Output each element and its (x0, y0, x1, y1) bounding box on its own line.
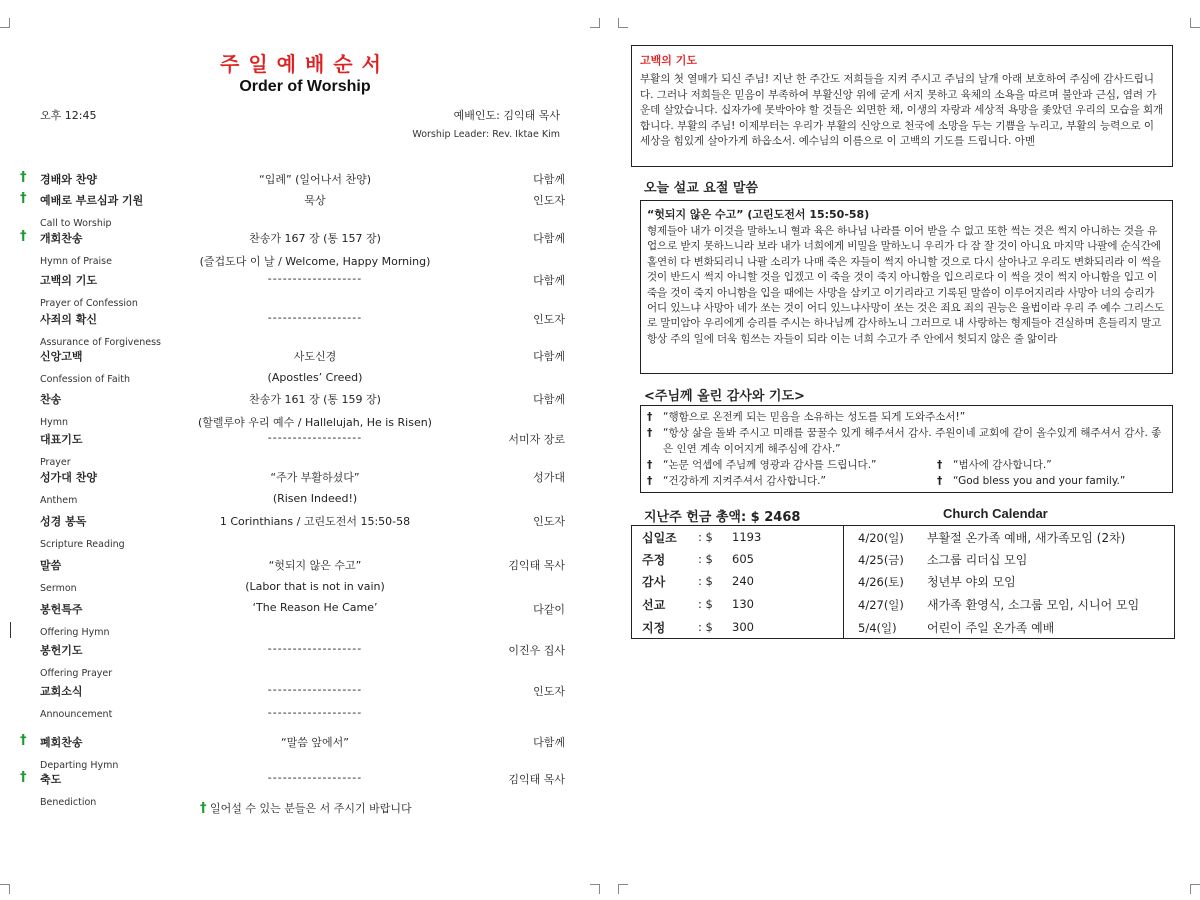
table-row (632, 549, 1174, 571)
program-item-label: 예배로 부르심과 기원 (40, 194, 144, 207)
program-item (20, 391, 565, 411)
program-item-english: Benediction (40, 797, 97, 808)
cross-icon: † (200, 801, 207, 816)
program-item-leader: 다같이 (533, 603, 565, 616)
program-item (20, 513, 565, 533)
program-item-english: Announcement (40, 709, 113, 720)
offering-amount: 130 (732, 597, 754, 611)
confession-prayer-title: 고백의 기도 (640, 54, 697, 67)
calendar-event: 부활절 온가족 예배, 새가족모임 (2차) (927, 531, 1126, 545)
church-calendar-title: Church Calendar (943, 506, 1048, 521)
offering-label: 주정 (642, 553, 666, 567)
thanks-item: † “God bless you and your family.” (937, 473, 1125, 489)
offering-amount: 240 (732, 574, 754, 588)
calendar-event: 어린이 주일 온가족 예배 (927, 621, 1055, 635)
table-row (632, 594, 1174, 616)
program-item (20, 642, 565, 662)
worship-leader-korean: 예배인도: 김익태 목사 (453, 109, 560, 122)
program-item (20, 348, 565, 368)
cross-icon: † (20, 191, 27, 206)
offering-label: 십일조 (642, 531, 677, 545)
sermon-summary-text: 형제들아 내가 이것을 말하노니 혈과 육은 하나님 나라를 이어 받을 수 없고 또한 썩는 것은 썩지 아니하는 것을 유업으로 받지 못하느니라 보라 내가 너희에게 비밀을 말하노니 우리가 다 잠 잘 것이 아니요 마지막 나팔에 순식간에 홀연히 다 변화되리니 나팔 소리가 나매 죽은 자들이 썩지 아니할 것으로 다시 살아나고 우리도 변화되리라 이 썩을 것이 반드시 썩지 아니할 것을 입겠고 이 죽을 것이 죽지 아니함을 입으리로다 이 썩을 것이 썩지 아니함을 입고 이 죽을 것이 죽지 아니함을 입을 때에는 사망을 삼키고 이기리라고 기록된 말씀이 이루어지리라 사망아 너의 승리가 어디 있느냐 사망아 네가 쏘는 것이 어디 있느냐사망이 쏘는 것은 죄요 죄의 권능은 율법이라 우리 주 예수 그리스도로 말미암아 우리에게 승리를 주시는 하나님께 감사하노니 그러므로 내 사랑하는 형제들아 견실하며 흔들리지 말고 항상 주의 일에 더욱 힘쓰는 자들이 되라 이는 너희 수고가 주 안에서 헛되지 않은 줄 앎이라 (647, 225, 1165, 345)
program-item-detail: 1 Corinthians / 고린도전서 15:50-58 (219, 515, 411, 528)
sermon-summary-heading: 오늘 설교 요절 말씀 (644, 181, 759, 196)
program-item-leader: 김익태 목사 (508, 559, 565, 572)
program-item-leader: 인도자 (533, 515, 565, 528)
worship-leader-english: Worship Leader: Rev. Iktae Kim (412, 129, 560, 140)
calendar-date: 5/4(일) (858, 621, 897, 635)
program-item-label: 개회찬송 (40, 232, 83, 245)
offering-currency: : $ (698, 552, 713, 566)
program-item-leader: 이진우 집사 (508, 644, 565, 657)
program-item-leader: 인도자 (533, 685, 565, 698)
offering-currency: : $ (698, 574, 713, 588)
program-item (20, 557, 565, 577)
program-item-label: 폐회찬송 (40, 736, 83, 749)
calendar-date: 4/25(금) (858, 553, 904, 567)
program-item-english: Call to Worship (40, 218, 112, 229)
offering-amount: 605 (732, 552, 754, 566)
crop-mark (0, 18, 10, 28)
table-row (632, 527, 1174, 549)
program-item (20, 171, 565, 191)
offering-calendar-table (631, 525, 1175, 639)
thanks-item: † “범사에 감사합니다.” (937, 457, 1052, 473)
calendar-event: 새가족 환영식, 소그룹 모임, 시니어 모임 (927, 598, 1140, 612)
calendar-event: 청년부 야외 모임 (927, 575, 1016, 589)
program-item-english: Anthem (40, 495, 78, 506)
program-item-detail-2: (할렐루야 우리 예수 / Hallelujah, He is Risen) (198, 416, 432, 429)
program-item-detail: “입례” (일어나서 찬양) (259, 173, 371, 186)
program-item-label: 신앙고백 (40, 350, 83, 363)
offering-amount: 300 (732, 620, 754, 634)
program-item-detail: “주가 부활하셨다” (270, 471, 360, 484)
page-title-english: Order of Worship (239, 78, 371, 95)
program-item-leader: 인도자 (533, 313, 565, 326)
program-item-english: Hymn (40, 417, 69, 428)
program-item-leader: 서미자 장로 (508, 433, 565, 446)
program-item-label: 봉헌특주 (40, 603, 83, 616)
standing-note (200, 800, 412, 816)
program-item-leader: 인도자 (533, 194, 565, 207)
program-item-detail: “말씀 앞에서” (280, 736, 350, 749)
program-item-english: Hymn of Praise (40, 256, 112, 267)
crop-mark (618, 884, 628, 894)
program-item-detail: ------------------- (267, 431, 363, 444)
crop-mark (0, 884, 10, 894)
offering-label: 감사 (642, 575, 666, 589)
program-item-leader: 김익태 목사 (508, 773, 565, 786)
program-item-label: 경배와 찬양 (40, 173, 97, 186)
program-item-english: Offering Prayer (40, 668, 113, 679)
program-item (20, 230, 565, 250)
table-row (632, 571, 1174, 593)
cross-icon: † (20, 733, 27, 748)
program-item (20, 601, 565, 621)
program-item-english: Assurance of Forgiveness (40, 337, 162, 348)
program-item-detail: 묵상 (304, 194, 326, 207)
program-item-english: Scripture Reading (40, 539, 125, 550)
program-item-label: 대표기도 (40, 433, 83, 446)
program-item-label: 고백의 기도 (40, 274, 97, 287)
program-item-detail: ------------------- (267, 771, 363, 784)
program-item-detail: ------------------- (267, 683, 363, 696)
program-item-leader: 다함께 (533, 393, 565, 406)
program-item-detail: ------------------- (267, 311, 363, 324)
program-item-label: 봉헌기도 (40, 644, 83, 657)
program-item-detail: “헛되지 않은 수고” (268, 559, 362, 572)
program-item-detail: ------------------- (267, 642, 363, 655)
program-item-detail-2: (Risen Indeed!) (272, 492, 358, 505)
crop-mark (1190, 18, 1200, 28)
crop-mark (618, 18, 628, 28)
program-item-label: 교회소식 (40, 685, 83, 698)
program-item-leader: 성가대 (533, 471, 565, 484)
program-item-detail-2: (즐겁도다 이 날 / Welcome, Happy Morning) (199, 255, 431, 268)
cross-icon: † (20, 229, 27, 244)
program-item (20, 734, 565, 754)
program-item (20, 311, 565, 331)
thanks-item: † “행함으로 온전케 되는 믿음을 소유하는 성도를 되게 도와주소서!” (647, 409, 1166, 425)
thanks-item: † “건강하게 지켜주셔서 감사합니다.” (647, 473, 937, 489)
offering-currency: : $ (698, 597, 713, 611)
program-item-label: 성가대 찬양 (40, 471, 97, 484)
program-item-label: 성경 봉독 (40, 515, 87, 528)
calendar-event: 소그룹 리더십 모임 (927, 553, 1028, 567)
crop-mark (1190, 884, 1200, 894)
program-item-english: Prayer of Confession (40, 298, 138, 309)
offering-amount: 1193 (732, 530, 762, 544)
sermon-summary-box (640, 200, 1173, 374)
program-item-english: Sermon (40, 583, 77, 594)
standing-note-text: 일어설 수 있는 분들은 서 주시기 바랍니다 (210, 802, 412, 815)
thanks-item: † “항상 삶을 돌봐 주시고 미래를 꿈꿀수 있게 해주셔서 감사. 주원이네 교회에 같이 올수있게 해주셔서 감사. 좋은 인연 계속 이어지게 해주심에 감사.” (647, 425, 1166, 457)
program-item-label: 사죄의 확신 (40, 313, 97, 326)
program-item (20, 192, 565, 212)
program-item-english: Departing Hymn (40, 760, 119, 771)
program-item-detail-2: ------------------- (267, 706, 363, 719)
program-item-detail: ‘The Reason He Came’ (252, 601, 378, 614)
program-item-detail-2: (Apostles’ Creed) (267, 371, 363, 384)
program-item-leader: 다함께 (533, 173, 565, 186)
cross-icon: † (20, 770, 27, 785)
offering-currency: : $ (698, 530, 713, 544)
cross-icon: † (20, 170, 27, 185)
thanks-box (640, 405, 1173, 493)
page-title-korean: 주일예배순서 (220, 52, 390, 76)
program-item-label: 축도 (40, 773, 62, 786)
thanks-item: † “논문 억셉에 주님께 영광과 감사를 드립니다.” (647, 457, 937, 473)
service-time: 오후 12:45 (40, 109, 97, 122)
program-item (20, 683, 565, 703)
offering-label: 지정 (642, 621, 666, 635)
program-item (20, 771, 565, 791)
program-item (20, 272, 565, 292)
offering-currency: : $ (698, 620, 713, 634)
program-item-leader: 다함께 (533, 736, 565, 749)
calendar-date: 4/27(일) (858, 598, 904, 612)
program-item-detail: 사도신경 (293, 350, 337, 363)
confession-prayer-text: 부활의 첫 열매가 되신 주님! 지난 한 주간도 저희들을 지켜 주시고 주님의 날개 아래 보호하여 주심에 감사드립니다. 그러나 저희들은 믿음이 부족하여 부활신앙 위에 굳게 서지 못하고 육체의 소욕을 따르며 불안과 근심, 염려 가운데 살았습니다. 십자가에 못박아야 할 것들은 외면한 채, 이생의 자랑과 세상적 욕망을 좇았던 우리의 모습을 회개합니다. 부활의 주님! 이제부터는 우리가 부활의 신앙으로 천국에 소망을 두는 기쁨을 누리고, 부활의 능력으로 이 세상을 힘있게 살아가게 하옵소서. 예수님의 이름으로 이 고백의 기도를 드립니다. 아멘 (640, 73, 1164, 147)
program-item (20, 469, 565, 489)
sermon-summary-subtitle: “헛되지 않은 수고” (고린도전서 15:50-58) (647, 208, 870, 221)
program-item-english: Confession of Faith (40, 374, 131, 385)
program-item-leader: 다함께 (533, 350, 565, 363)
program-item-detail: 찬송가 167 장 (통 157 장) (249, 232, 381, 245)
text-cursor (10, 622, 11, 638)
table-row (632, 617, 1174, 639)
offering-label: 선교 (642, 598, 666, 612)
program-item-detail: 찬송가 161 장 (통 159 장) (249, 393, 381, 406)
crop-mark (590, 18, 600, 28)
crop-mark (590, 884, 600, 894)
program-item-leader: 다함께 (533, 274, 565, 287)
program-item (20, 431, 565, 451)
program-item-label: 찬송 (40, 393, 62, 406)
program-item-english: Prayer (40, 457, 71, 468)
program-item-label: 말씀 (40, 559, 62, 572)
program-item-english: Offering Hymn (40, 627, 110, 638)
program-item-detail-2: (Labor that is not in vain) (245, 580, 385, 593)
offering-total-title: 지난주 헌금 총액: $ 2468 (644, 510, 801, 525)
program-item-detail: ------------------- (267, 272, 363, 285)
thanks-heading: <주님께 올린 감사와 기도> (644, 389, 805, 404)
program-item-leader: 다함께 (533, 232, 565, 245)
calendar-date: 4/20(일) (858, 531, 904, 545)
calendar-date: 4/26(토) (858, 575, 904, 589)
confession-prayer-box (631, 45, 1173, 167)
